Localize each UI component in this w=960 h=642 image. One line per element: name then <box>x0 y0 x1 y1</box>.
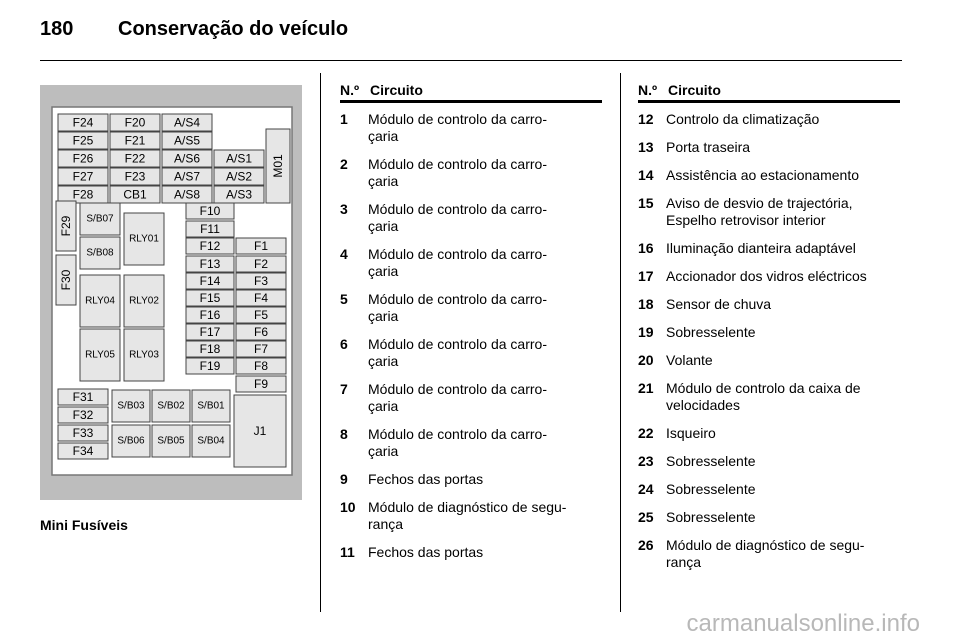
circuit-number: 20 <box>638 352 654 368</box>
fuse-f23 <box>110 168 160 185</box>
circuit-description: Módulo de controlo da carro- çaria <box>368 381 547 414</box>
fuse-as4 <box>162 114 212 131</box>
table-row <box>340 336 602 370</box>
circuit-description: Aviso de desvio de trajectória, Espelho retrovisor interior <box>666 195 853 228</box>
fuse-label: F17 <box>199 325 221 339</box>
fuse-f6 <box>236 324 286 340</box>
fuse-label: F14 <box>199 274 221 288</box>
fuse-as3 <box>214 186 264 203</box>
table-row <box>340 111 602 145</box>
fuse-label: F1 <box>253 239 269 253</box>
table-row <box>638 240 900 257</box>
table-row <box>638 425 900 442</box>
fuse-label: F20 <box>124 115 146 130</box>
fuse-label: F3 <box>253 274 269 288</box>
fuse-f26 <box>58 150 108 167</box>
fuse-j1 <box>234 395 286 467</box>
watermark: carmanualsonline.info <box>686 610 920 637</box>
circuit-number: 24 <box>638 481 654 497</box>
circuit-number: 21 <box>638 380 654 396</box>
circuit-table-right <box>638 80 900 582</box>
fuse-m01 <box>266 129 290 203</box>
fuse-f13 <box>186 256 234 272</box>
fuse-sb04 <box>192 425 230 457</box>
circuit-number: 10 <box>340 499 356 515</box>
circuit-description: Sobresselente <box>666 509 756 525</box>
fuse-f10 <box>186 203 234 219</box>
fuse-label: A/S1 <box>225 151 253 166</box>
circuit-number: 15 <box>638 195 654 211</box>
table-row <box>638 481 900 498</box>
fuse-sb02 <box>152 390 190 422</box>
circuit-description: Módulo de controlo da carro- çaria <box>368 246 547 279</box>
circuit-number: 26 <box>638 537 654 553</box>
circuit-description: Módulo de controlo da carro- çaria <box>368 291 547 324</box>
fuse-label: RLY04 <box>85 295 115 307</box>
circuit-number: 14 <box>638 167 654 183</box>
table-row <box>638 296 900 313</box>
fuse-label: A/S6 <box>173 151 201 166</box>
table-row <box>340 471 602 488</box>
fuse-f3 <box>236 273 286 289</box>
circuit-description: Fechos das portas <box>368 544 484 560</box>
circuit-number: 12 <box>638 111 654 127</box>
page-title: Conservação do veículo <box>118 18 349 40</box>
fuse-label: S/B03 <box>117 400 145 412</box>
table-row <box>638 111 900 128</box>
fuse-label: S/B01 <box>197 400 225 412</box>
fuse-sb01 <box>192 390 230 422</box>
table-row <box>638 509 900 526</box>
circuit-description: Módulo de diagnóstico de segu- rança <box>368 499 567 532</box>
rows <box>340 111 602 561</box>
header-number: N.º <box>340 82 360 98</box>
fuse-as1 <box>214 150 264 167</box>
fuse-label: A/S3 <box>225 187 253 202</box>
circuit-description: Controlo da climatização <box>666 111 820 127</box>
fuse-f27 <box>58 168 108 185</box>
fuse-f20 <box>110 114 160 131</box>
column-divider <box>320 73 321 612</box>
table-row <box>638 537 900 571</box>
fuse-as7 <box>162 168 212 185</box>
fuse-f33 <box>58 425 108 441</box>
fuse-label: F12 <box>199 239 221 253</box>
circuit-description: Módulo de controlo da carro- çaria <box>368 426 547 459</box>
fuse-cb1 <box>110 186 160 203</box>
fuse-label: F11 <box>200 222 220 236</box>
fuse-sb07 <box>80 203 120 235</box>
circuit-number: 23 <box>638 453 654 469</box>
fuse-label: S/B05 <box>157 435 185 447</box>
fuse-as8 <box>162 186 212 203</box>
fuse-label: S/B08 <box>86 247 114 259</box>
fuse-label: F34 <box>72 444 94 458</box>
table-row <box>340 426 602 460</box>
fuse-label: A/S7 <box>173 169 201 184</box>
circuit-number: 9 <box>340 471 348 487</box>
fuse-label: S/B06 <box>117 435 145 447</box>
fuse-label: F19 <box>199 359 221 373</box>
circuit-description: Sobresselente <box>666 481 756 497</box>
fuse-label: F10 <box>199 204 221 218</box>
fuse-f15 <box>186 290 234 306</box>
fuse-f19 <box>186 358 234 374</box>
circuit-number: 22 <box>638 425 654 441</box>
circuit-description: Módulo de controlo da carro- çaria <box>368 156 547 189</box>
rows <box>638 111 900 571</box>
circuit-number: 13 <box>638 139 654 155</box>
circuit-number: 7 <box>340 381 348 397</box>
fuse-f16 <box>186 307 234 323</box>
fuse-label: F30 <box>59 269 73 291</box>
fuse-label: F29 <box>59 215 73 237</box>
fuse-label: A/S4 <box>173 115 201 130</box>
fuse-label: F5 <box>253 308 269 322</box>
table-row <box>340 381 602 415</box>
fuse-rly01 <box>124 213 164 265</box>
table-header <box>340 80 602 103</box>
header-number: N.º <box>638 82 658 98</box>
circuit-number: 1 <box>340 111 348 127</box>
fuse-as6 <box>162 150 212 167</box>
circuit-description: Assistência ao estacionamento <box>666 167 859 183</box>
fuse-sb06 <box>112 425 150 457</box>
circuit-number: 16 <box>638 240 654 256</box>
fuse-label: A/S8 <box>173 187 201 202</box>
table-row <box>340 201 602 235</box>
fuse-sb05 <box>152 425 190 457</box>
fuse-f22 <box>110 150 160 167</box>
fuse-f24 <box>58 114 108 131</box>
fuse-f25 <box>58 132 108 149</box>
fuse-f14 <box>186 273 234 289</box>
table-row <box>638 453 900 470</box>
circuit-number: 19 <box>638 324 654 340</box>
fuse-label: F32 <box>72 408 94 422</box>
circuit-number: 2 <box>340 156 348 172</box>
fuse-label: RLY02 <box>129 295 159 307</box>
fuse-label: RLY01 <box>129 233 159 245</box>
circuit-number: 17 <box>638 268 654 284</box>
fuse-label: F4 <box>253 291 269 305</box>
fuse-f2 <box>236 256 286 272</box>
fuse-f21 <box>110 132 160 149</box>
table-row <box>340 544 602 561</box>
fuse-label: F22 <box>124 151 146 166</box>
fuse-label: F18 <box>199 342 221 356</box>
circuit-number: 5 <box>340 291 348 307</box>
circuit-description: Fechos das portas <box>368 471 484 487</box>
circuit-number: 3 <box>340 201 348 217</box>
fuse-label: J1 <box>253 424 267 438</box>
fuse-box-svg <box>40 85 302 500</box>
circuit-description: Sobresselente <box>666 453 756 469</box>
column-divider <box>620 73 621 612</box>
fuse-label: S/B04 <box>197 435 225 447</box>
circuit-description: Módulo de controlo da carro- çaria <box>368 201 547 234</box>
circuit-description: Módulo de diagnóstico de segu- rança <box>666 537 865 570</box>
fuse-f5 <box>236 307 286 323</box>
fuse-f4 <box>236 290 286 306</box>
page-number: 180 <box>40 18 74 40</box>
fuse-f7 <box>236 341 286 357</box>
circuit-description: Sensor de chuva <box>666 296 772 312</box>
fuse-rly05 <box>80 329 120 381</box>
fuse-label: M01 <box>271 154 285 178</box>
fuse-f18 <box>186 341 234 357</box>
fuse-rly02 <box>124 275 164 327</box>
circuit-table-left <box>340 80 602 572</box>
fuse-rly03 <box>124 329 164 381</box>
circuit-number: 11 <box>340 544 355 560</box>
table-row <box>638 195 900 229</box>
fuse-as2 <box>214 168 264 185</box>
circuit-number: 18 <box>638 296 654 312</box>
table-row <box>340 499 602 533</box>
header-circuit: Circuito <box>668 82 721 98</box>
fuse-f31 <box>58 389 108 405</box>
fuse-f8 <box>236 358 286 374</box>
circuit-number: 8 <box>340 426 348 442</box>
circuit-description: Sobresselente <box>666 324 756 340</box>
fuse-box-diagram <box>40 85 302 500</box>
fuse-label: F8 <box>253 359 269 373</box>
circuit-description: Accionador dos vidros eléctricos <box>666 268 867 284</box>
fuse-label: S/B07 <box>86 213 114 225</box>
fuse-f9 <box>236 376 286 392</box>
fuse-label: F31 <box>72 390 94 404</box>
fuse-label: CB1 <box>123 187 147 202</box>
fuse-label: A/S5 <box>173 133 201 148</box>
circuit-description: Porta traseira <box>666 139 751 155</box>
fuse-as5 <box>162 132 212 149</box>
table-row <box>638 324 900 341</box>
circuit-description: Módulo de controlo da carro- çaria <box>368 336 547 369</box>
fuse-f1 <box>236 238 286 254</box>
fuse-label: F33 <box>72 426 94 440</box>
fuse-f17 <box>186 324 234 340</box>
fuse-f29 <box>56 201 76 251</box>
circuit-description: Volante <box>666 352 713 368</box>
fuse-label: S/B02 <box>157 400 185 412</box>
fuse-f12 <box>186 238 234 254</box>
table-row <box>638 380 900 414</box>
fuse-f32 <box>58 407 108 423</box>
table-header <box>638 80 900 103</box>
fuse-label: F24 <box>72 115 94 130</box>
circuit-number: 6 <box>340 336 348 352</box>
circuit-description: Módulo de controlo da carro- çaria <box>368 111 547 144</box>
circuit-description: Isqueiro <box>666 425 716 441</box>
fuse-label: A/S2 <box>225 169 253 184</box>
fuse-label: F26 <box>72 151 94 166</box>
fuse-label: F16 <box>199 308 221 322</box>
circuit-number: 4 <box>340 246 348 262</box>
table-row <box>340 291 602 325</box>
fuse-sb08 <box>80 237 120 269</box>
fuse-f30 <box>56 255 76 305</box>
circuit-number: 25 <box>638 509 654 525</box>
fuse-label: RLY05 <box>85 349 115 361</box>
table-row <box>638 352 900 369</box>
fuse-label: RLY03 <box>129 349 159 361</box>
circuit-description: Módulo de controlo da caixa de velocidades <box>666 380 861 413</box>
table-row <box>638 167 900 184</box>
circuit-description: Iluminação dianteira adaptável <box>666 240 856 256</box>
fuse-label: F27 <box>72 169 94 184</box>
fuse-f28 <box>58 186 108 203</box>
fuse-label: F6 <box>253 325 269 339</box>
fuse-f34 <box>58 443 108 459</box>
fuse-label: F7 <box>253 342 269 356</box>
fuse-label: F13 <box>199 257 221 271</box>
fuse-label: F15 <box>199 291 221 305</box>
table-row <box>638 139 900 156</box>
table-row <box>340 156 602 190</box>
table-row <box>638 268 900 285</box>
header-circuit: Circuito <box>370 82 423 98</box>
fuse-rly04 <box>80 275 120 327</box>
fuse-label: F21 <box>124 133 146 148</box>
fuse-label: F28 <box>72 187 94 202</box>
diagram-caption: Mini Fusíveis <box>40 517 128 533</box>
header-divider <box>40 60 902 61</box>
fuse-label: F25 <box>72 133 94 148</box>
table-row <box>340 246 602 280</box>
fuse-f11 <box>186 221 234 237</box>
fuse-label: F23 <box>124 169 146 184</box>
fuse-label: F2 <box>253 257 269 271</box>
fuse-label: F9 <box>253 377 269 391</box>
fuse-sb03 <box>112 390 150 422</box>
